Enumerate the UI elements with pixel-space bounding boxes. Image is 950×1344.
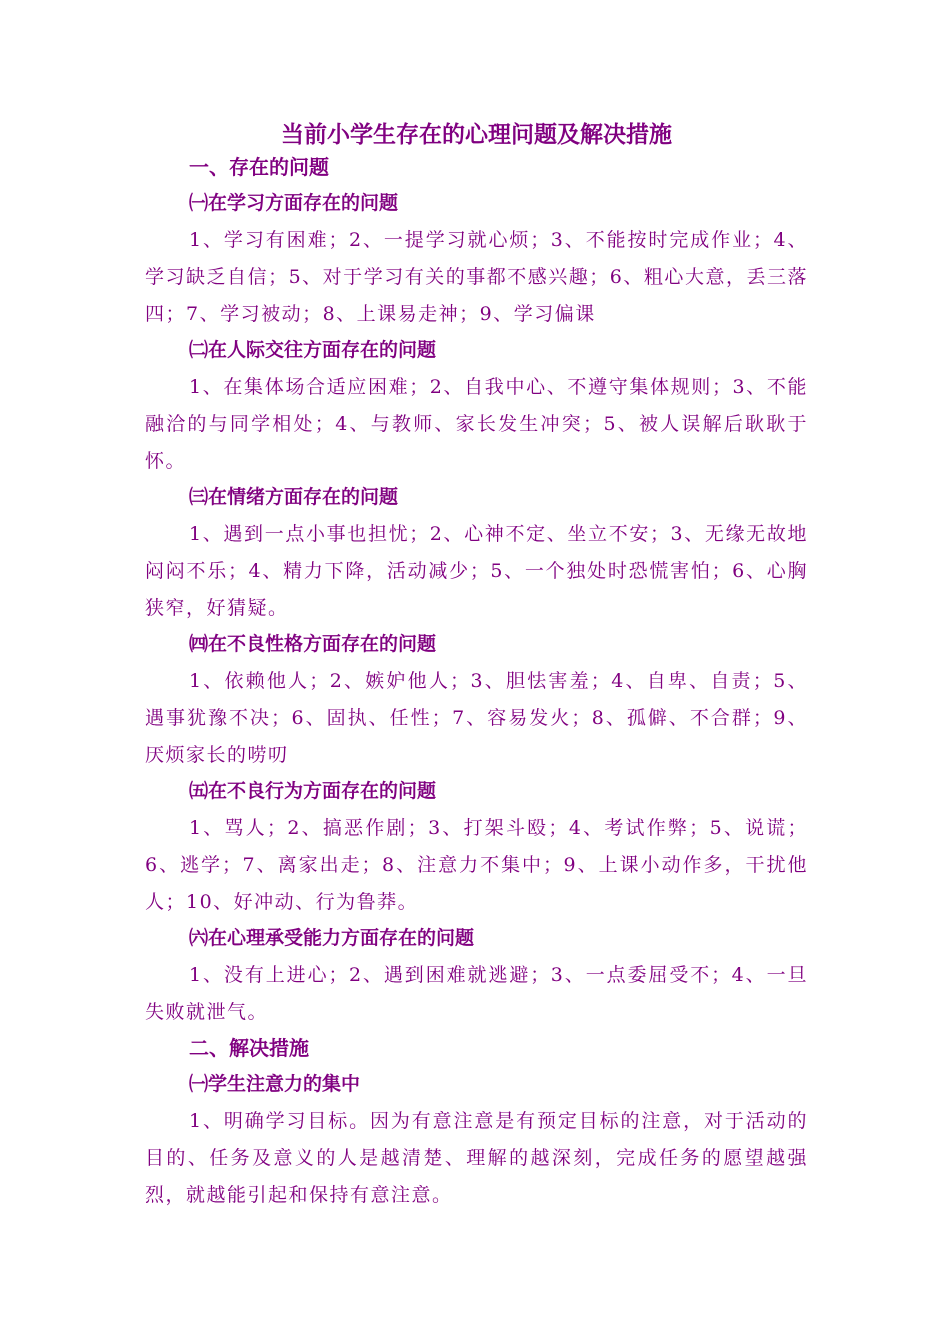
- section-heading-problems: 一、存在的问题: [189, 155, 329, 179]
- paragraph-attention: 1、明确学习目标。因为有意注意是有预定目标的注意，对于活动的目的、任务及意义的人是越清楚、理解的越深刻，完成任务的愿望越强烈，就越能引起和保持有意注意。: [145, 1110, 808, 1206]
- paragraph-resilience: 1、没有上进心；2、遇到困难就逃避；3、一点委屈受不；4、一旦失败就泄气。: [145, 964, 808, 1023]
- paragraph-social: 1、在集体场合适应困难；2、自我中心、不遵守集体规则；3、不能融洽的与同学相处；4、与教师、家长发生冲突；5、被人误解后耿耿于怀。: [145, 376, 808, 472]
- paragraph-personality: 1、依赖他人；2、嫉妒他人；3、胆怯害羞；4、自卑、自责；5、遇事犹豫不决；6、固执、任性；7、容易发火；8、孤僻、不合群；9、厌烦家长的唠叨: [145, 670, 808, 766]
- paragraph-behavior: 1、骂人；2、搞恶作剧；3、打架斗殴；4、考试作弊；5、说谎；6、逃学；7、离家出走；8、注意力不集中；9、上课小动作多，干扰他人；10、好冲动、行为鲁莽。: [145, 817, 808, 913]
- document-title: 当前小学生存在的心理问题及解决措施: [281, 121, 672, 148]
- subsection-heading-personality: ㈣在不良性格方面存在的问题: [189, 633, 437, 655]
- subsection-heading-social: ㈡在人际交往方面存在的问题: [189, 339, 437, 361]
- subsection-heading-emotion: ㈢在情绪方面存在的问题: [189, 486, 399, 508]
- subsection-heading-behavior: ㈤在不良行为方面存在的问题: [189, 780, 437, 802]
- paragraph-learning: 1、学习有困难；2、一提学习就心烦；3、不能按时完成作业；4、学习缺乏自信；5、对于学习有关的事都不感兴趣；6、粗心大意，丢三落四；7、学习被动；8、上课易走神；9、学习偏课: [145, 229, 808, 325]
- subsection-heading-resilience: ㈥在心理承受能力方面存在的问题: [189, 927, 475, 949]
- subsection-heading-attention: ㈠学生注意力的集中: [189, 1073, 361, 1095]
- subsection-heading-learning: ㈠在学习方面存在的问题: [189, 192, 399, 214]
- section-heading-solutions: 二、解决措施: [189, 1036, 309, 1060]
- paragraph-emotion: 1、遇到一点小事也担忧；2、心神不定、坐立不安；3、无缘无故地闷闷不乐；4、精力下降，活动减少；5、一个独处时恐慌害怕；6、心胸狭窄，好猜疑。: [145, 523, 808, 619]
